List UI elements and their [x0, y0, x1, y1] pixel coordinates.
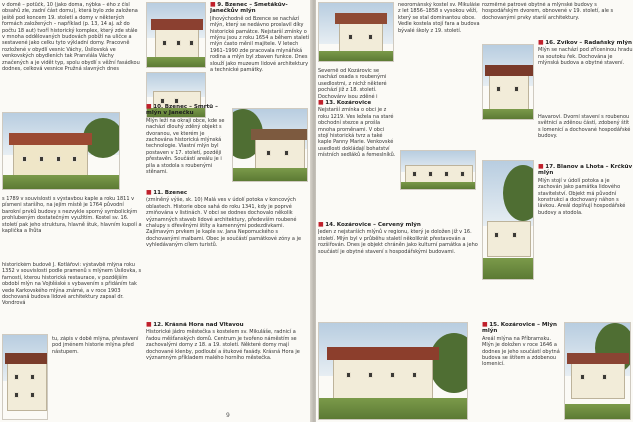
item-17-text: Mlýn stojí v údolí potoka a je zachován jako památka lidového stavitelství. Objekt má původní konstrukci a dochovaný náhon s lávkou. Areál doplňují hospodářské budovy a stodola. [538, 177, 626, 216]
item-17 [538, 164, 633, 262]
item-14-title: Kozárovice – Červený mlýn [336, 222, 421, 228]
item-11-number: 11. [153, 190, 164, 196]
right-col1-text-mid: Severně od Kozárovic se nachází osada s roubenými usedlostmi, z nichž některé pochází již z 18. století. Dochovány jsou zděné i [318, 68, 387, 98]
item-13-title: Kozárovice [336, 100, 372, 106]
item-17-bullet-icon: ■ [538, 164, 544, 170]
item-12-bullet-icon: ■ [146, 322, 152, 328]
photo-smetakuv-mlyn [146, 2, 206, 68]
item-12-number: 12. [153, 322, 164, 328]
item-15-title: Kozárovice – Mlýn mlýn [482, 322, 557, 335]
photo-village-house [2, 112, 120, 190]
item-15-bullet-icon: ■ [482, 322, 488, 328]
item-16-title: Zvíkov – Radaňský mlýn [556, 40, 633, 46]
photo-cerveny-mlyn [318, 322, 468, 420]
right-page [316, 0, 633, 422]
item-15 [482, 322, 562, 420]
left-col1-text-end: tu, zápis v době mlýna, přestavení pod jménem historie mlýna před nástupem. [52, 336, 139, 355]
item-13-bullet-icon: ■ [318, 100, 324, 106]
item-13 [318, 100, 396, 222]
item-15-text: Areál mlýna na Příbramsku. Mlýn je doložen v roce 1646 a dodnes je jeho součástí obytná budova se štítem a zdobenou lomenicí. [482, 335, 560, 368]
item-14-bullet-icon: ■ [318, 222, 324, 228]
item-9-text: Jihovýchodně od Bzence se nachází mlýn, který se nedávno proslavil díky historické památce. Nejstarší zmínky o mlýnu jsou z roku 1654 a během staletí mlýn často měnil majitele. V letech 1961–1990 zde pracovala mlynářská rodina a mlýn byl zbaven funkce. Dnes slouží jako muzeum lidové architektury a technické památky. [210, 15, 310, 74]
photo-radansky-mlyn [482, 44, 534, 120]
photo-mlyn-item-15 [564, 322, 631, 420]
item-10-text: Mlýn leží na okraji obce, kde se nachází dlouhý zděný objekt s dvoranou, ve kterém je zachována historická mlýnská technologie. Vlastní mlýn byl postaven v 17. století, později přestavěn. Součástí areálu je i pila a stodola s roubenými stěnami. [146, 117, 225, 176]
item-10-title: Bzenec – Smrtů – mlýn v Janečku [146, 104, 218, 117]
item-15-number: 15. [489, 322, 500, 328]
left-page-number: 9 [226, 412, 230, 419]
left-col1-text-top: v domě – potůčk, 10 (jako doma, nýbka – ého z čísl obsahů zle, zadní část domu), která bylo zde založena ještě pod koncem 19. století a domy v některých formách založených – například (p. 13, 14 aj. až do počtu 18 aut) tvoří historický komplex, který zde stále v mnoha oddělovaných budovách pobíží na uličce a sestavené jako celku tyto výkladní domy. Pracovně rozložené v obydlí vesnic Váchy, Úsilovská ve venkovských obydleních tak Pranvlála Váchy značených a je vidět typ, spolu obydlí s věžní fasádkou dodnes, celková vesnice Pružná slavných dnes [2, 2, 140, 73]
item-12-text: Historické jádro městečka s kostelem sv. Mikuláše, radnicí a řadou měšťanských domů. Centrum je tvořeno náměstím se zachovalými domy z 18. a 19. století. Některé domy mají dochované klenby, podloubí a štukové fasády. Krásná Hora je významným příkladem malého horního městečka. [146, 329, 300, 362]
item-12 [146, 322, 308, 410]
item-16-text: Mlýn se nachází pod zříceninou hradu na soutoku řek. Dochována je mlýnská budova a obytné stavení. [538, 47, 633, 67]
item-10-number: 10. [153, 104, 164, 110]
item-16-bullet-icon: ■ [538, 40, 544, 46]
right-col2-text-top: rozměrné patrové obytné a mlýnské budovy s hospodářským dvorem, obnovené v 19. století, ale s dochovanými prvky starší architektury. [482, 2, 614, 21]
photo-smrtu-mlyn [232, 108, 308, 182]
item-16 [538, 40, 633, 112]
right-col1-text-top: neorománský kostel sv. Mikuláše z let 1856–1858 s vysokou věží, který se stal dominantou obce. Vedle kostela stojí fara a budova bývalé školy z 19. století. [398, 2, 480, 34]
item-13-text: Nejstarší zmínka o obci je z roku 1219. Ves ležela na staré obchodní stezce a prošla mnoha proměnami. V obci stojí historická tvrz a také kaple Panny Marie. Venkovské usedlosti dokládají bohatství místních sedláků a řemeslníků. [318, 107, 396, 159]
item-10 [146, 104, 228, 188]
item-9-title: Bzenec – Smetákův-Janečkův mlýn [210, 2, 288, 15]
item-11-bullet-icon: ■ [146, 190, 152, 196]
left-col1-text-bottom: historickém budově J. Kotlářovi: výstavbě mlýna roku 1352 v souvislosti podle pramenů s mlýnem Úsilovka, s farností, kterou historická restaurace, v pozdějším období mlýn na Vojtěšské s vybavením s přidáním tak vede Karkovského mlýna známé, a v roce 1903 dochovaná budova lidové architektury zapsal dr. Vondrová [2, 262, 142, 307]
item-10-bullet-icon: ■ [146, 104, 152, 110]
item-9-bullet-icon: ■ [210, 2, 216, 8]
left-page [0, 0, 312, 422]
item-17-number: 17. [545, 164, 556, 170]
item-14-number: 14. [325, 222, 336, 228]
item-17-title: Blanov a Lhota – Krčkův mlýn [538, 164, 633, 177]
photo-item-13 [400, 150, 476, 190]
photo-kozarovice-church [318, 2, 394, 62]
right-col2-text-mid: Havarovi. Dvorní stavení s roubenou světnicí a zděnou částí, zdobený štít s lomenicí a dochované hospodářské budovy. [538, 114, 631, 140]
item-9-number: 9. [217, 2, 224, 8]
item-11-title: Bzenec [164, 190, 188, 196]
item-9 [210, 2, 310, 98]
item-12-title: Krásná Hora nad Vltavou [164, 322, 244, 328]
photo-mill-facade [2, 334, 48, 420]
item-11-text: (zmíněný výše, sk. 10) Malá ves v údolí potoka v koncových oblastech. Historie obce sahá do roku 1341, kdy je poprvé zmiňována v listinách. V obci se dodnes dochovalo několik významných staveb lidové architektury, především roubené chalupy s dřevěnými štíty a kamennými podezdívkami. Zajímavým prvkem je kaple sv. Jana Nepomuckého s dochovanými malbami. Obec je součástí památkové zóny a je vyhledávaným cílem turistů. [146, 197, 302, 249]
item-16-number: 16. [545, 40, 556, 46]
photo-krckuv-mlyn [482, 160, 534, 280]
item-13-number: 13. [325, 100, 336, 106]
item-14 [318, 222, 478, 314]
item-11 [146, 190, 308, 318]
left-col1-text-mid: s 1789 v souvislosti s výstavbou kaple a roku 1811 v písmeni staršího, na jejím místě je 1764 původní barokní prvků budovy s nezvykle sporný symbolickým prohlubeným dostatečným využitím. Kostel sv. 16. století pak jeho struktura, hlavně štuk, hlavním kupolí a kaplička a lhůta [2, 196, 142, 235]
item-14-text: Jeden z nejstarších mlýnů v regionu, který je doložen již v 16. století. Mlýn byl v průběhu staletí několikrát přestavován a rozšiřován. Dnes je objekt chráněn jako kulturní památka a jeho součástí je obytné stavení s hospodářskými budovami. [318, 229, 478, 255]
